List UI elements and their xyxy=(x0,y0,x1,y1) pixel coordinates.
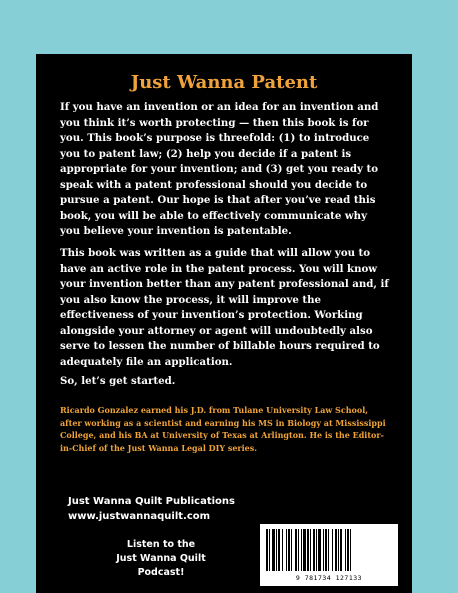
publisher-url: www.justwannaquilt.com xyxy=(68,511,211,522)
barcode-bar xyxy=(347,529,349,571)
isbn-barcode xyxy=(260,524,398,586)
book-title: Just Wanna Patent xyxy=(130,72,318,93)
barcode-bar xyxy=(307,529,309,571)
publisher-block xyxy=(68,494,235,524)
guide-paragraph: This book was written as a guide that will allow you to have an active role in the patent process. You will know your invention better than any patent professional and, if you also know the process, it will improve the effectiveness of your invention’s protection. Working alongside your attorney or agent will undoubtedly also serve to lessen the number of billable hours required to adequately file an application. xyxy=(60,247,389,368)
podcast-line-1: Listen to the xyxy=(126,539,196,550)
barcode-bar xyxy=(350,529,351,571)
barcode-bar xyxy=(328,529,329,571)
barcode-bar xyxy=(272,529,275,571)
barcode-bar xyxy=(286,529,287,571)
barcode-bar xyxy=(276,529,277,571)
barcode-bar xyxy=(295,529,297,571)
barcode-bar xyxy=(266,529,268,571)
barcode-bar xyxy=(340,529,342,571)
barcode-bar xyxy=(313,529,315,571)
barcode-bar xyxy=(318,529,321,571)
barcode-bar xyxy=(310,529,311,571)
barcode-bar xyxy=(282,529,283,571)
closing-line: So, let’s get started. xyxy=(60,375,176,387)
barcode-bars xyxy=(266,529,392,571)
barcode-bar xyxy=(338,529,339,571)
podcast-line-2: Just Wanna Quilt Podcast! xyxy=(116,553,206,578)
barcode-bar xyxy=(335,529,337,571)
author-bio: Ricardo Gonzalez earned his J.D. from Tulane University Law School, after working as a scientist and earning his MS in Biology at Mississippi College, and his BA at University of Texas at Arlington. He is the Editor-in-Chief of the Just Wanna Legal DIY series. xyxy=(60,405,386,453)
barcode-bar xyxy=(288,529,290,571)
podcast-block xyxy=(96,538,226,580)
barcode-bar xyxy=(269,529,270,571)
barcode-bar xyxy=(323,529,324,571)
barcode-bar xyxy=(301,529,302,571)
barcode-bar xyxy=(291,529,292,571)
barcode-bar xyxy=(316,529,317,571)
barcode-bar xyxy=(278,529,280,571)
intro-paragraph: If you have an invention or an idea for an invention and you think it’s worth protecting — then this book is for you. This book’s purpose is threefold: (1) to introduce you to patent law; (2) help you decide if a patent is appropriate for your invention; and (3) get you ready to speak with a patent professional should you decide to pursue a patent. Our hope is that after you’ve read this book, you will be able to effectively communicate why you believe your invention is patentable. xyxy=(60,101,379,237)
barcode-bar xyxy=(298,529,299,571)
barcode-bar xyxy=(325,529,327,571)
barcode-bar xyxy=(345,529,346,571)
barcode-number: 9 781734 127133 xyxy=(295,574,363,582)
book-back-cover xyxy=(36,54,412,593)
barcode-bar xyxy=(332,529,333,571)
barcode-bar xyxy=(303,529,306,571)
publisher-name: Just Wanna Quilt Publications xyxy=(68,496,235,507)
